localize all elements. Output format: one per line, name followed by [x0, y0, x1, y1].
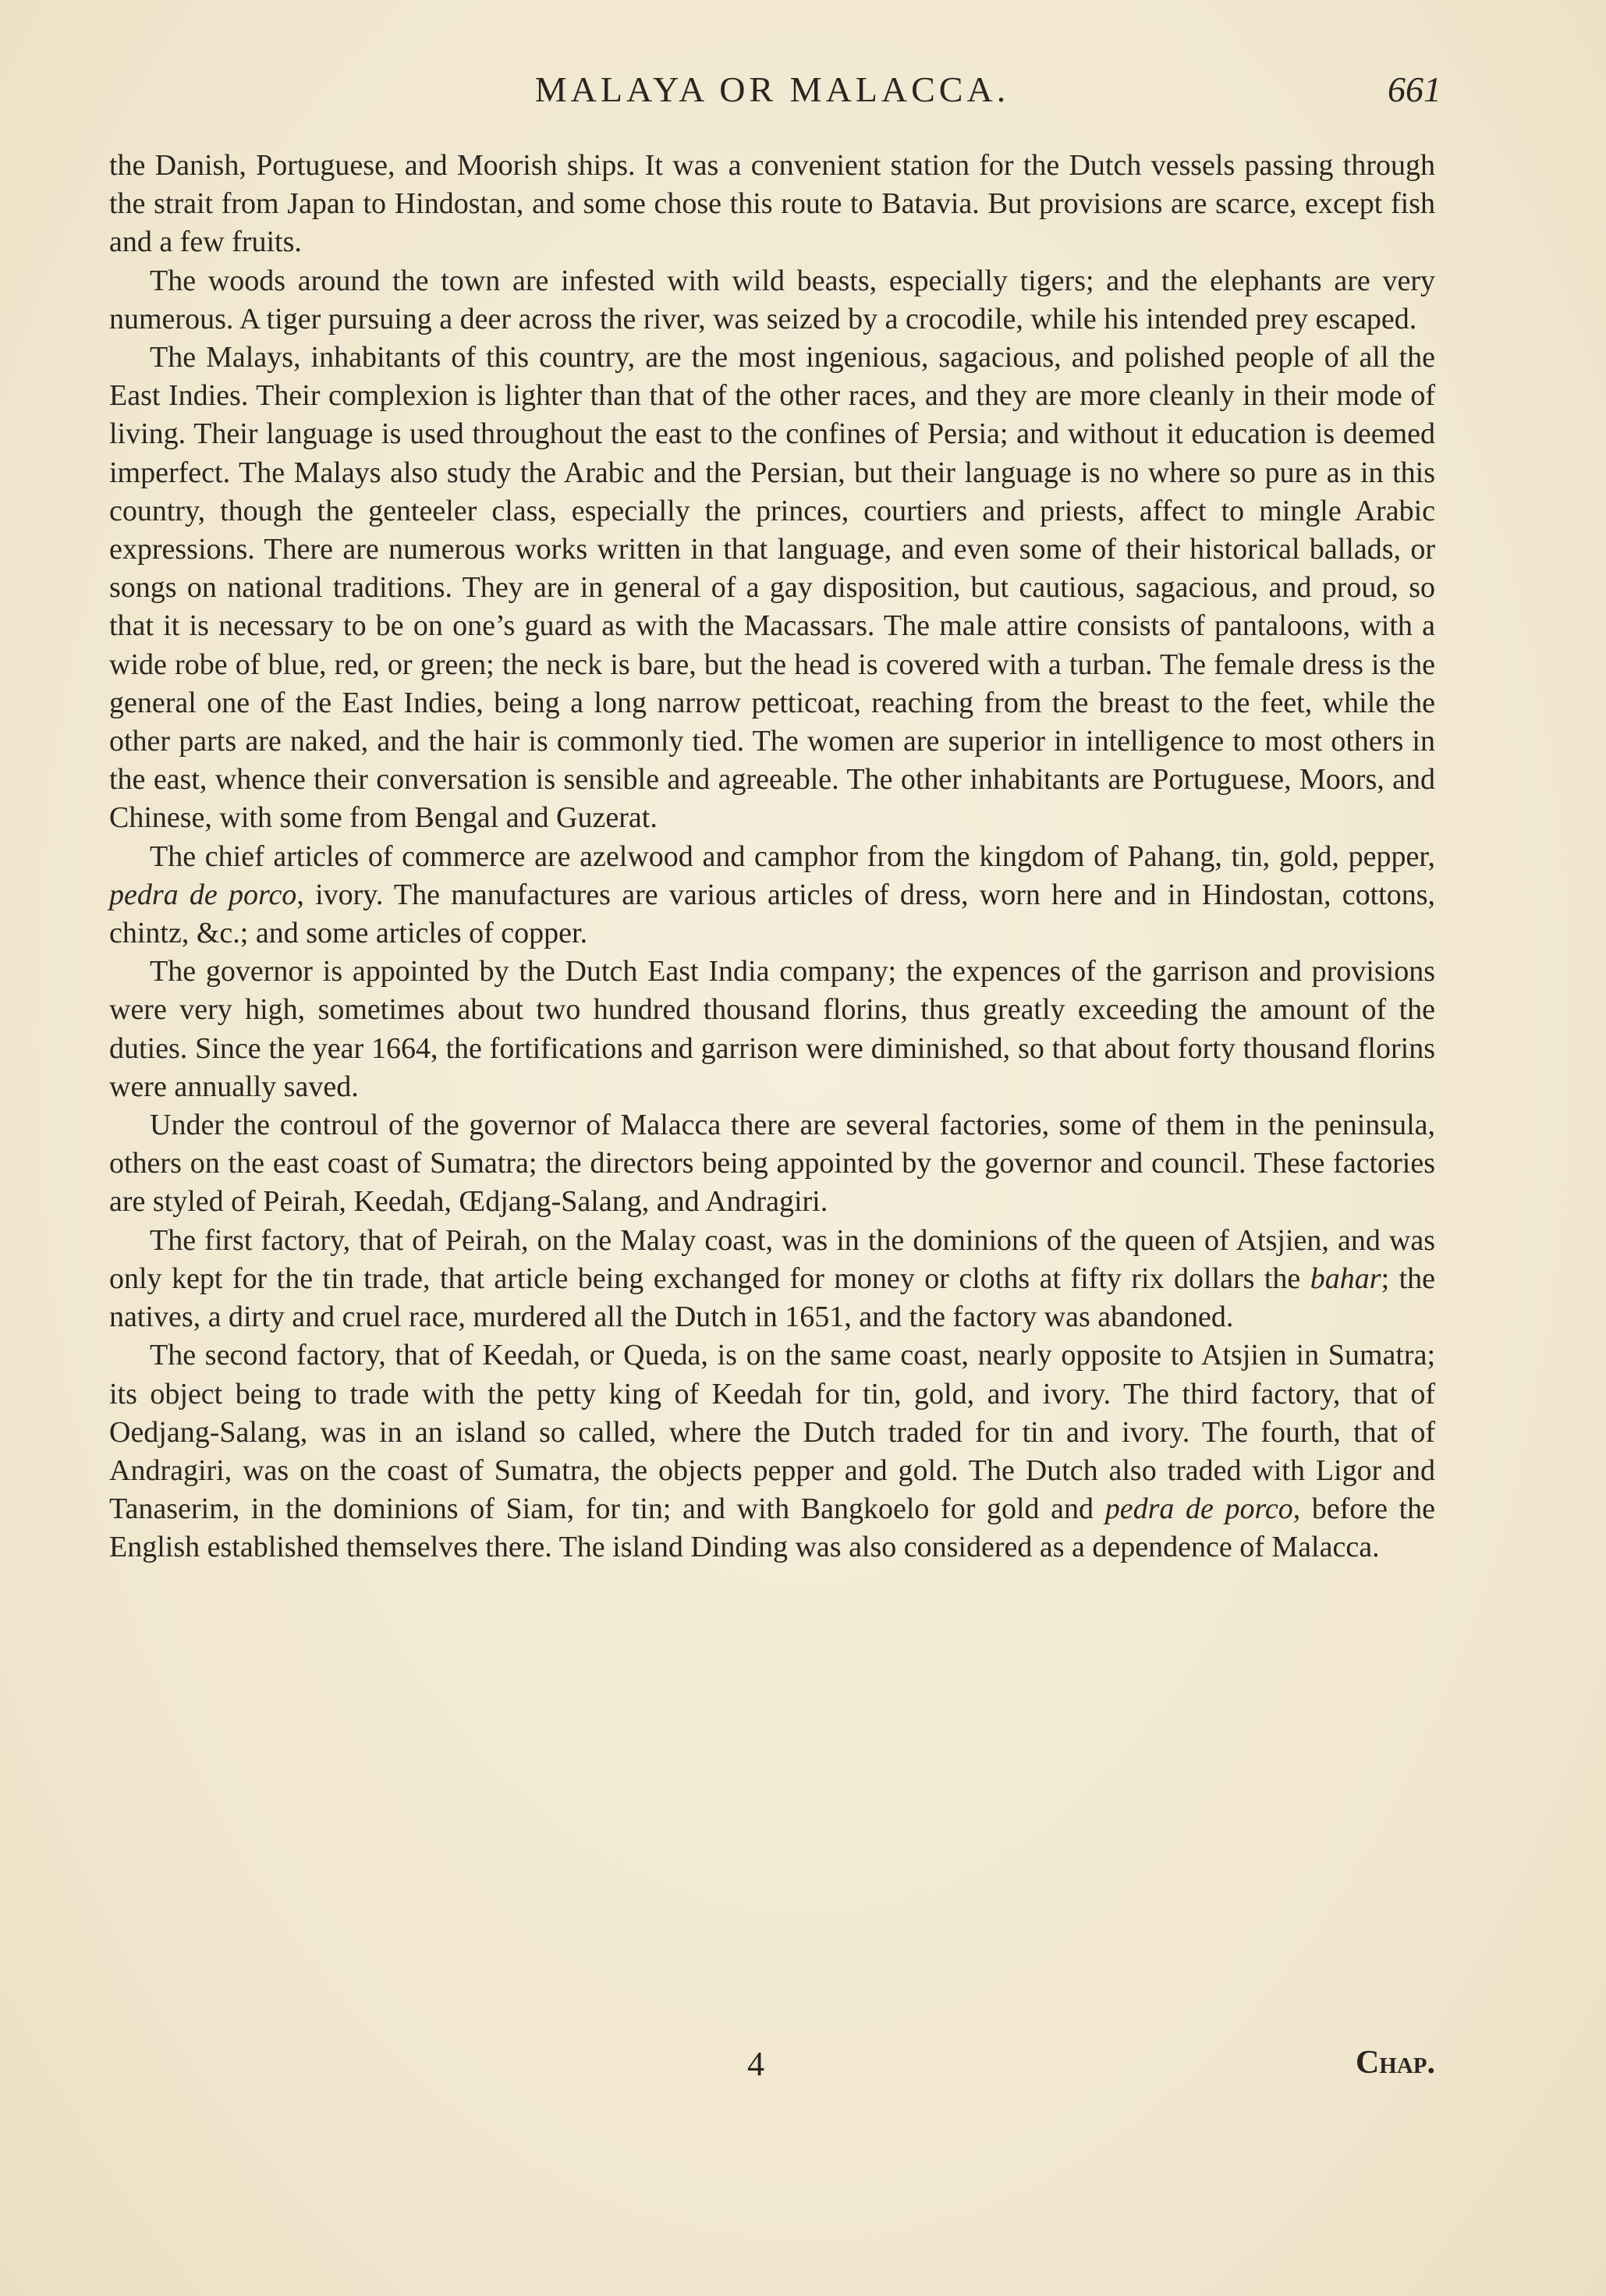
paragraph	[109, 953, 1435, 1106]
running-head: MALAYA OR MALACCA.	[534, 69, 1010, 109]
paragraph	[109, 147, 1435, 262]
page-number: 661	[1388, 69, 1441, 109]
page-footer	[109, 2044, 1435, 2091]
paragraph	[109, 838, 1435, 953]
catchword: Chap.	[1355, 2045, 1435, 2081]
text-run: The Malays, inhabitants of this country, are the most ingenious, sagacious, and polished people of all the East Indies. Their complexion is lighter than that of the other races, and they are more cleanly in their mode of living. Their language is used throughout the east to the confines of Persia; and without it education is deemed imperfect. The Malays also study the Arabic and the Persian, but their language is no where so pure as in this country, though the genteeler class, especially the princes, courtiers and priests, affect to mingle Arabic expressions. There are numerous works written in that language, and even some of their historical ballads, or songs on national traditions. They are in general of a gay disposition, but cautious, sagacious, and proud, so that it is necessary to be on one’s guard as with the Macassars. The male attire consists of pantaloons, with a wide robe of blue, red, or green; the neck is bare, but the head is covered with a turban. The female dress is the general one of the East Indies, being a long narrow petticoat, reaching from the breast to the feet, while the other parts are naked, and the hair is commonly tied. The women are superior in intelligence to most others in the east, whence their conversation is sensible and agreeable. The other inhabitants are Portuguese, Moors, and Chinese, with some from Bengal and Guzerat.	[109, 341, 1435, 835]
paragraph	[109, 1336, 1435, 1567]
italic-phrase: pedra de porco	[109, 878, 297, 911]
text-run: The chief articles of commerce are azelwood and camphor from the kingdom of Pahang, tin, gold, pepper,	[150, 839, 1435, 873]
text-run: , before the English established themselves there. The island Dinding was also considered as a dependence of Malacca.	[109, 1492, 1436, 1564]
paragraph	[109, 1106, 1435, 1222]
text-run: The governor is appointed by the Dutch East India company; the expences of the garrison and provisions were very high, sometimes about two hundred thousand florins, thus greatly exceeding the amount of the duties. Since the year 1664, the fortifications and garrison were diminished, so that about forty thousand florins were annually saved.	[109, 955, 1435, 1103]
paragraph	[109, 339, 1435, 838]
text-run: The second factory, that of Keedah, or Queda, is on the same coast, nearly opposite to Atsjien in Sumatra; its object being to trade with the petty king of Keedah for tin, gold, and ivory. The third factory, that of Oedjang-Salang, was in an island so called, where the Dutch traded for tin and ivory. The fourth, that of Andragiri, was on the coast of Sumatra, the objects pepper and gold. The Dutch also traded with Ligor and Tanaserim, in the dominions of Siam, for tin; and with Bangkoelo for gold and	[109, 1339, 1435, 1526]
text-run: The first factory, that of Peirah, on the Malay coast, was in the dominions of the queen of Atsjien, and was only kept for the tin trade, that article being exchanged for money or cloths at fifty rix dollars the	[109, 1223, 1435, 1295]
signature-mark: 4	[747, 2045, 764, 2083]
text-run: ; the natives, a dirty and cruel race, murdered all the Dutch in 1651, and the factory was abandoned.	[109, 1262, 1435, 1334]
paragraph	[109, 262, 1435, 339]
italic-phrase: pedra de porco	[1104, 1492, 1293, 1526]
text-run: the Danish, Portuguese, and Moorish ships. It was a convenient station for the Dutch vessels passing through the strait from Japan to Hindostan, and some chose this route to Batavia. But provisions are scarce, except fish and a few fruits.	[109, 149, 1435, 259]
page-header	[109, 69, 1441, 123]
text-run: The woods around the town are infested with wild beasts, especially tigers; and the elephants are very numerous. A tiger pursuing a deer across the river, was seized by a crocodile, while his intended prey escaped.	[109, 264, 1435, 335]
body-text	[109, 147, 1435, 1567]
italic-phrase: bahar	[1310, 1262, 1381, 1295]
text-run: , ivory. The manufactures are various articles of dress, worn here and in Hindostan, cottons, chintz, &c.; and some articles of copper.	[109, 878, 1436, 950]
paragraph	[109, 1222, 1435, 1337]
text-run: Under the controul of the governor of Malacca there are several factories, some of them in the peninsula, others on the east coast of Sumatra; the directors being appointed by the governor and council. These factories are styled of Peirah, Keedah, Œdjang-Salang, and Andragiri.	[109, 1109, 1435, 1219]
